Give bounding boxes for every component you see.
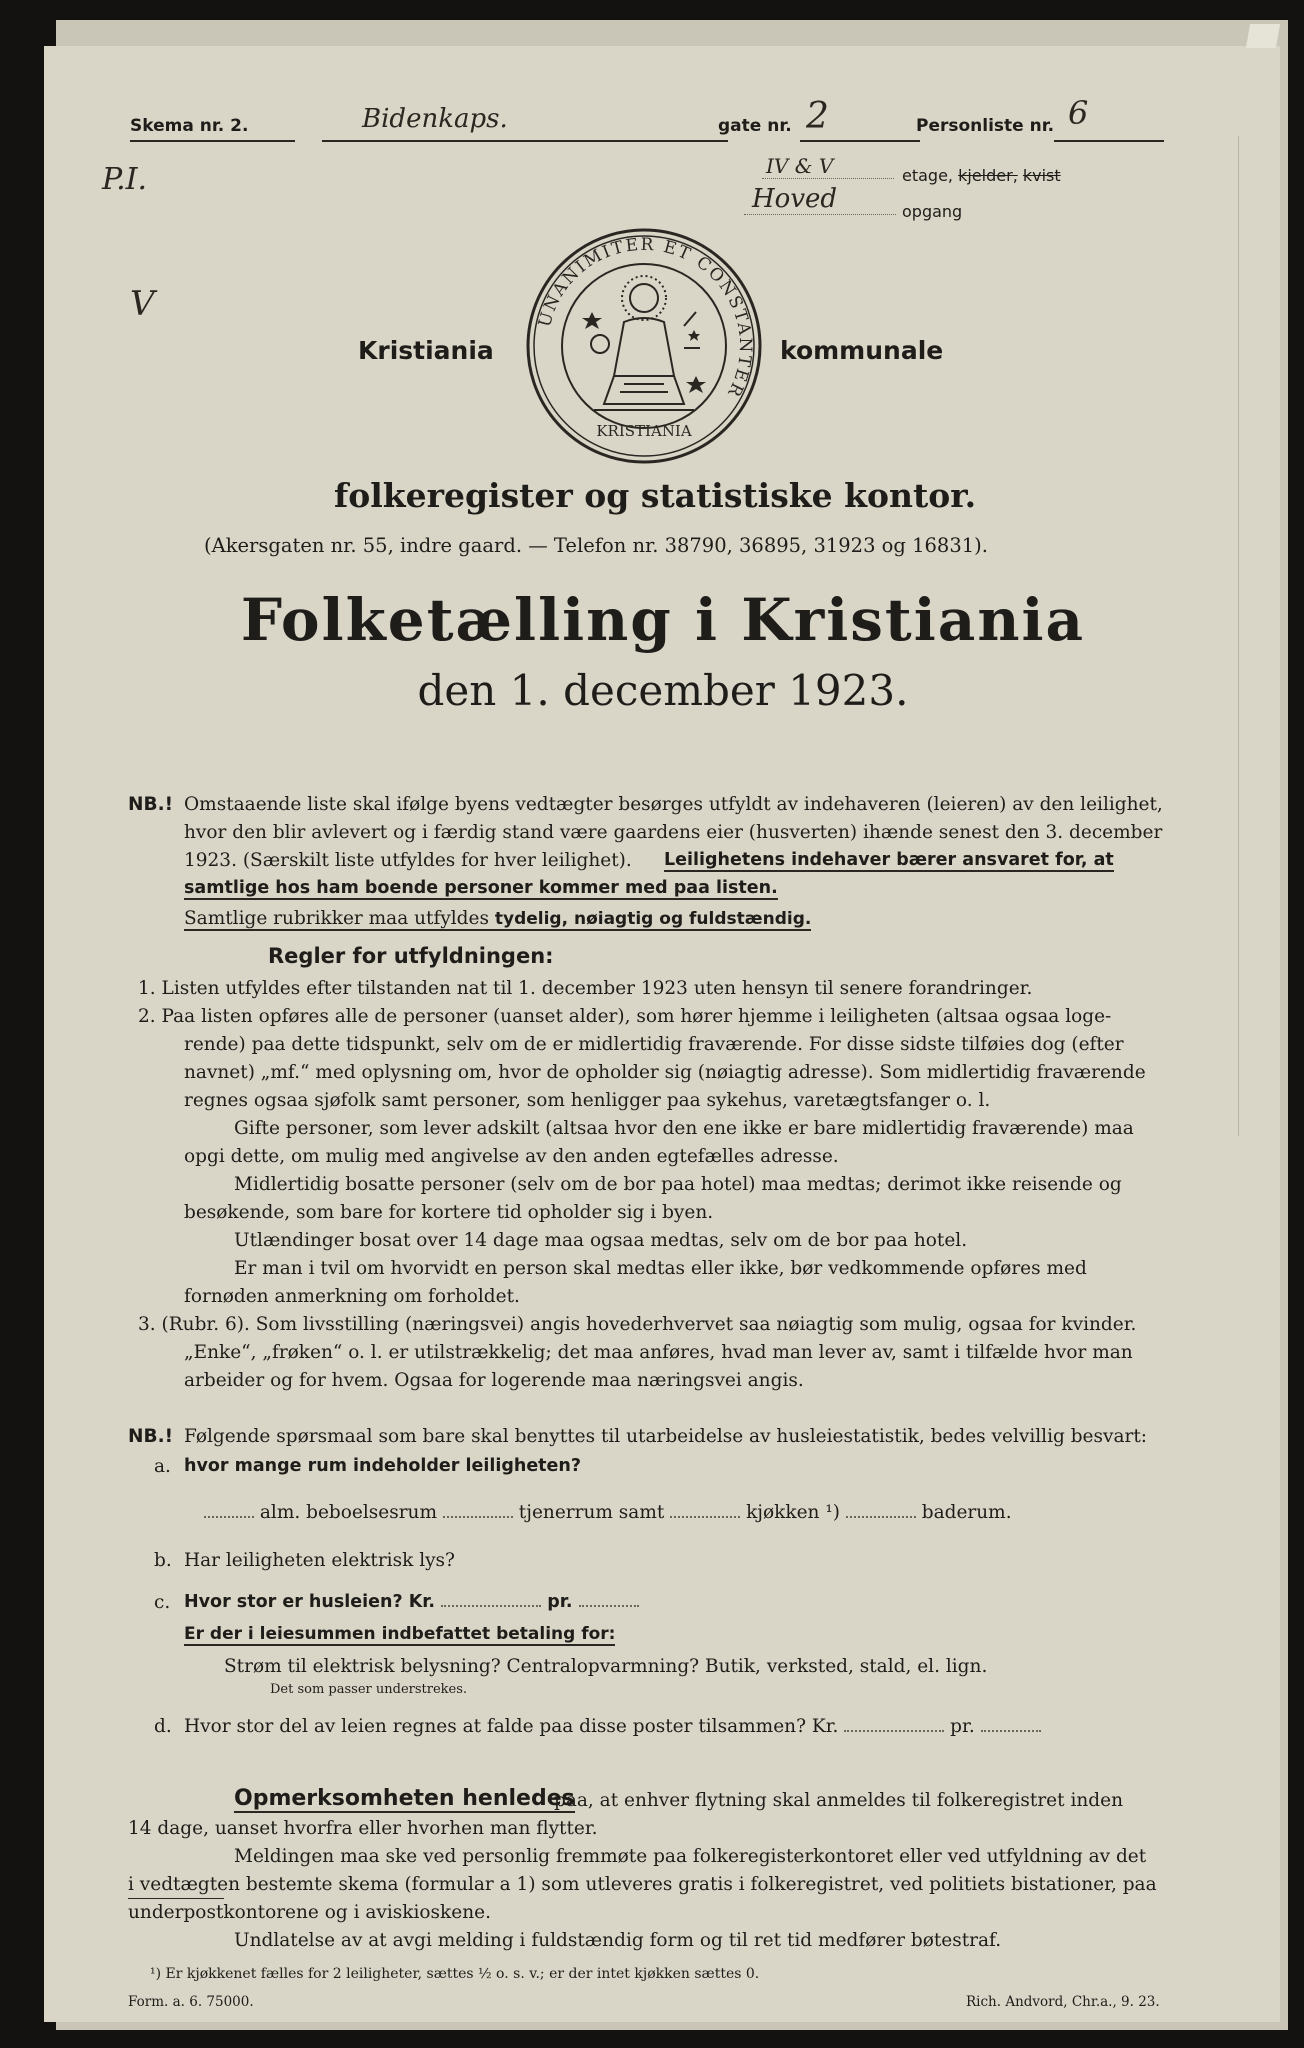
- page-corner-fold: [1246, 24, 1280, 48]
- rule-line: regnes ogsaa sjøfolk samt personer, som henligger paa sykehus, varetægtsfanger o. l.: [184, 1090, 991, 1111]
- rule-line: 1. Listen utfyldes efter tilstanden nat til 1. december 1923 uten hensyn til senere forandringer.: [138, 978, 1033, 999]
- rooms-bad-blank[interactable]: [846, 1515, 916, 1518]
- question-a: hvor mange rum indeholder leiligheten?: [184, 1456, 582, 1476]
- printer-mark: Rich. Andvord, Chr.a., 9. 23.: [966, 1994, 1160, 2010]
- nb1-line-3a: 1923. (Særskilt liste utfyldes for hver leilighet).: [184, 850, 632, 871]
- rules-heading: Regler for utfyldningen:: [268, 944, 554, 968]
- nb1-line-5: [184, 908, 811, 931]
- nb1-line-4: samtlige hos ham boende personer kommer med paa listen.: [184, 878, 778, 898]
- rule-line: 2. Paa listen opføres alle de personer (uanset alder), som hører hjemme i leiligheten (altsaa ogsaa loge-: [138, 1006, 1112, 1027]
- notice-line-1: paa, at enhver flytning skal anmeldes til folkeregistret inden: [554, 1790, 1123, 1811]
- gate-label: gate nr.: [718, 116, 792, 136]
- rule-line: navnet) „mf.“ med oplysning om, hvor de opholder sig (nøiagtig adresse). Som midlertidig fraværende: [184, 1062, 1146, 1083]
- question-a-label: a.: [154, 1456, 171, 1477]
- rooms-alm-blank[interactable]: [204, 1515, 254, 1518]
- share-period-blank[interactable]: [981, 1729, 1041, 1732]
- question-c-pr: pr.: [547, 1592, 573, 1612]
- office-address: (Akersgaten nr. 55, indre gaard. — Telefon nr. 38790, 36895, 31923 og 16831).: [204, 534, 988, 557]
- office-title: folkeregister og statistiske kontor.: [334, 476, 977, 515]
- seal-ring-text: UNANIMITER ET CONSTANTER: [534, 234, 756, 402]
- rule-line: rende) paa dette tidspunkt, selv om de er midlertidig fraværende. For disse sidste tilføies dog (efter: [184, 1034, 1124, 1055]
- question-d-row: [184, 1716, 1041, 1737]
- question-c-kr: Kr.: [408, 1592, 436, 1612]
- etage-label: etage,: [902, 166, 954, 185]
- gate-number-handwritten: 2: [806, 96, 829, 137]
- form-number: Form. a. 6. 75000.: [128, 1994, 254, 2010]
- nb1-line-2: hvor den blir avlevert og i færdig stand være gaardens eier (husverten) ihænde senest den 3. december: [184, 822, 1163, 843]
- etage-line: [762, 178, 894, 179]
- rooms-tjener-label: tjenerrum samt: [518, 1502, 665, 1523]
- question-c-label: c.: [154, 1592, 171, 1613]
- notice-heading: Opmerksomheten henledes: [234, 1786, 575, 1811]
- nb1-label: NB.!: [128, 794, 174, 815]
- notice-line-4: i vedtægten bestemte skema (formular a 1) som utleveres gratis i folkeregistret, ved politiets bistationer, paa: [128, 1874, 1157, 1895]
- rooms-tjener-blank[interactable]: [443, 1515, 513, 1518]
- nb2-intro: Følgende spørsmaal som bare skal benyttes til utarbeidelse av husleiestatistik, bedes velvillig besvart:: [184, 1426, 1147, 1447]
- rooms-row: [204, 1502, 1012, 1523]
- nb1-line-5a: Samtlige rubrikker maa utfyldes: [184, 908, 489, 929]
- gate-line: [800, 140, 920, 142]
- rule-line: besøkende, som bare for kortere tid opholder sig i byen.: [184, 1202, 714, 1223]
- margin-strip: [1238, 136, 1265, 1136]
- seal-bottom-text: KRISTIANIA: [596, 422, 692, 440]
- city-seal-icon: [524, 226, 764, 466]
- nb1-line-1: Omstaaende liste skal ifølge byens vedtægter besørges utfyldt av indehaveren (leieren) av den leilighet,: [184, 794, 1163, 815]
- question-c-items: Strøm til elektrisk belysning? Centralopvarmning? Butik, verksted, stald, el. lign.: [224, 1656, 988, 1677]
- personliste-number-handwritten: 6: [1068, 94, 1089, 132]
- personliste-label: Personliste nr.: [916, 116, 1055, 136]
- etage-options: [902, 166, 1061, 185]
- census-form-page: [44, 46, 1280, 2022]
- etage-handwritten: IV & V: [766, 154, 834, 178]
- rule-line: fornøden anmerkning om forholdet.: [184, 1286, 520, 1307]
- notice-line-3: Meldingen maa ske ved personlig fremmøte paa folkeregisterkontoret eller ved utfyldning av det: [234, 1846, 1147, 1867]
- margin-mark-v: V: [130, 284, 155, 324]
- kjelder-struck: kjelder,: [958, 166, 1018, 185]
- rent-period-blank[interactable]: [579, 1604, 639, 1607]
- main-title: Folketælling i Kristiania: [240, 586, 1086, 654]
- kommunale-label: kommunale: [780, 336, 944, 365]
- question-b-label: b.: [154, 1550, 172, 1571]
- question-d-label: d.: [154, 1716, 172, 1737]
- question-d-pr: pr.: [950, 1716, 975, 1737]
- question-b: Har leiligheten elektrisk lys?: [184, 1550, 455, 1571]
- rule-line: opgi dette, om mulig med angivelse av den anden egtefælles adresse.: [184, 1146, 839, 1167]
- nb1-line-5b: tydelig, nøiagtig og fuldstændig.: [494, 909, 812, 929]
- margin-mark-pi: P.I.: [102, 162, 148, 197]
- skema-underline: [130, 140, 295, 142]
- rule-line: Gifte personer, som lever adskilt (altsaa hvor den ene ikke er bare midlertidig fraværende) maa: [234, 1118, 1134, 1139]
- question-d: Hvor stor del av leien regnes at falde paa disse poster tilsammen? Kr.: [184, 1716, 839, 1737]
- opgang-label: opgang: [902, 202, 963, 221]
- nb1-responsibility-note: Leilighetens indehaver bærer ansvaret for, at: [664, 850, 1114, 870]
- skema-label: Skema nr. 2.: [130, 116, 249, 136]
- rooms-bad-label: baderum.: [921, 1502, 1012, 1523]
- question-c-note: Det som passer understrekes.: [270, 1682, 468, 1697]
- rule-line: „Enke“, „frøken“ o. l. er utilstrækkelig; det maa anføres, hvad man lever av, samt i tilfælde hvor man: [184, 1342, 1133, 1363]
- rule-line: Utlændinger bosat over 14 dage maa ogsaa medtas, selv om de bor paa hotel.: [234, 1230, 968, 1251]
- rule-line: Er man i tvil om hvorvidt en person skal medtas eller ikke, bør vedkommende opføres med: [234, 1258, 1087, 1279]
- rooms-kjokken-blank[interactable]: [670, 1515, 740, 1518]
- opgang-line: [744, 214, 896, 215]
- question-c: Hvor stor er husleien?: [184, 1592, 403, 1612]
- street-line: [322, 140, 728, 142]
- rule-line: 3. (Rubr. 6). Som livsstilling (næringsvei) angis hovederhvervet saa nøiagtig som mulig, ogsaa for kvinder.: [138, 1314, 1137, 1335]
- personliste-line: [1054, 140, 1164, 142]
- footnote: ¹) Er kjøkkenet fælles for 2 leiligheter, sættes ½ o. s. v.; er der intet kjøkken sættes 0.: [150, 1966, 760, 1982]
- rooms-kjokken-label: kjøkken ¹): [746, 1502, 840, 1523]
- rule-line: Midlertidig bosatte personer (selv om de bor paa hotel) maa medtas; derimot ikke reisende og: [234, 1174, 1122, 1195]
- vedtaegten-underline: [128, 1898, 224, 1899]
- rent-amount-blank[interactable]: [441, 1604, 541, 1607]
- notice-line-2: 14 dage, uanset hvorfra eller hvorhen man flytter.: [128, 1818, 598, 1839]
- notice-line-5: underpostkontorene og i aviskioskene.: [128, 1902, 491, 1923]
- question-c-sub: Er der i leiesummen indbefattet betaling for:: [184, 1624, 616, 1644]
- kvist-struck: kvist: [1022, 166, 1061, 185]
- kristiania-label: Kristiania: [358, 336, 494, 365]
- rooms-alm-label: alm. beboelsesrum: [259, 1502, 438, 1523]
- notice-line-6: Undlatelse av at avgi melding i fuldstændig form og til ret tid medfører bøtestraf.: [234, 1930, 1002, 1951]
- share-amount-blank[interactable]: [844, 1729, 944, 1732]
- main-subtitle-date: den 1. december 1923.: [417, 666, 909, 715]
- rule-line: arbeider og for hvem. Ogsaa for logerende maa næringsvei angis.: [184, 1370, 804, 1391]
- opgang-handwritten: Hoved: [752, 184, 838, 214]
- question-c-row: [184, 1592, 639, 1612]
- nb2-label: NB.!: [128, 1426, 174, 1447]
- street-name-handwritten: Bidenkaps.: [362, 104, 508, 134]
